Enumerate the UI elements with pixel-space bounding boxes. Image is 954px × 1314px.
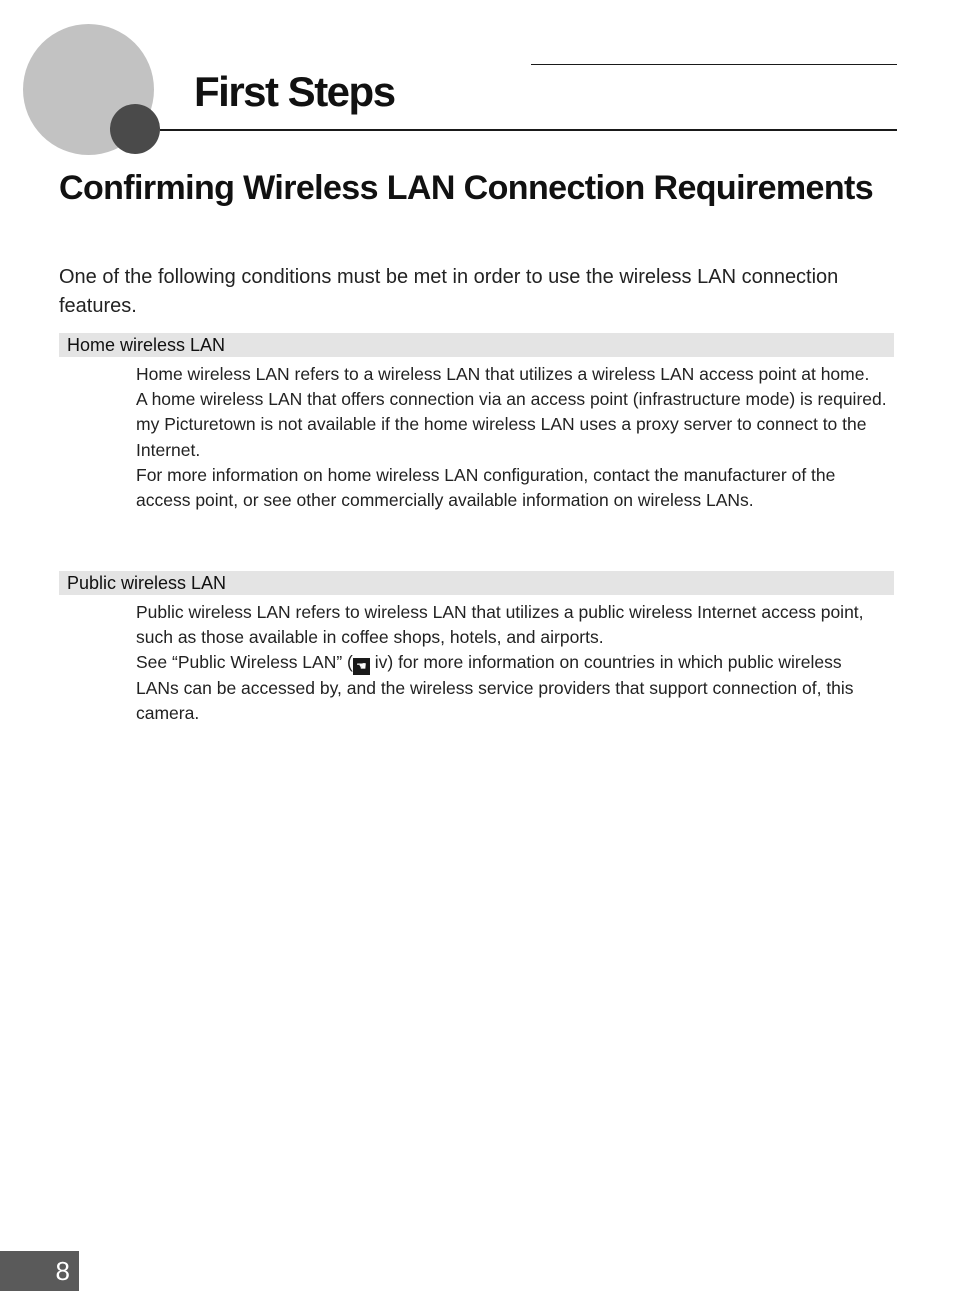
page-number-box xyxy=(0,1251,79,1291)
public-wireless-text-after: iv) for more information on countries in which public wireless LANs can be accessed by, and the wireless service providers that support connection of, this camera. xyxy=(136,652,854,723)
decorative-circle-small xyxy=(110,104,160,154)
home-wireless-paragraph: For more information on home wireless LAN configuration, contact the manufacturer of the access point, or see other commercially available information on wireless LANs. xyxy=(136,464,836,511)
section-intro: One of the following conditions must be met in order to use the wireless LAN connection features. xyxy=(59,266,839,317)
home-wireless-heading: Home wireless LAN xyxy=(59,333,894,357)
public-wireless-body xyxy=(136,600,888,726)
public-wireless-text-before: See “Public Wireless LAN” ( xyxy=(136,652,353,673)
home-wireless-paragraph: A home wireless LAN that offers connection via an access point (infrastructure mode) is required. xyxy=(136,389,887,410)
home-wireless-body xyxy=(136,362,888,513)
header-rule-top xyxy=(531,64,897,65)
chapter-title: First Steps xyxy=(194,68,395,115)
public-wireless-heading: Public wireless LAN xyxy=(59,571,894,595)
home-wireless-paragraph: my Picturetown is not available if the home wireless LAN uses a proxy server to connect to the Internet. xyxy=(136,414,867,460)
header-rule xyxy=(160,129,897,131)
home-wireless-paragraph: Home wireless LAN refers to a wireless LAN that utilizes a wireless LAN access point at home. xyxy=(136,364,870,384)
page-reference-icon: ☚ xyxy=(353,658,370,675)
page-number: 8 xyxy=(55,1256,70,1286)
section-title: Confirming Wireless LAN Connection Requirements xyxy=(59,169,874,207)
public-wireless-paragraph xyxy=(136,650,888,726)
public-wireless-paragraph: Public wireless LAN refers to wireless LAN that utilizes a public wireless Internet access point, such as those available in coffee shops, hotels, and airports. xyxy=(136,602,864,648)
